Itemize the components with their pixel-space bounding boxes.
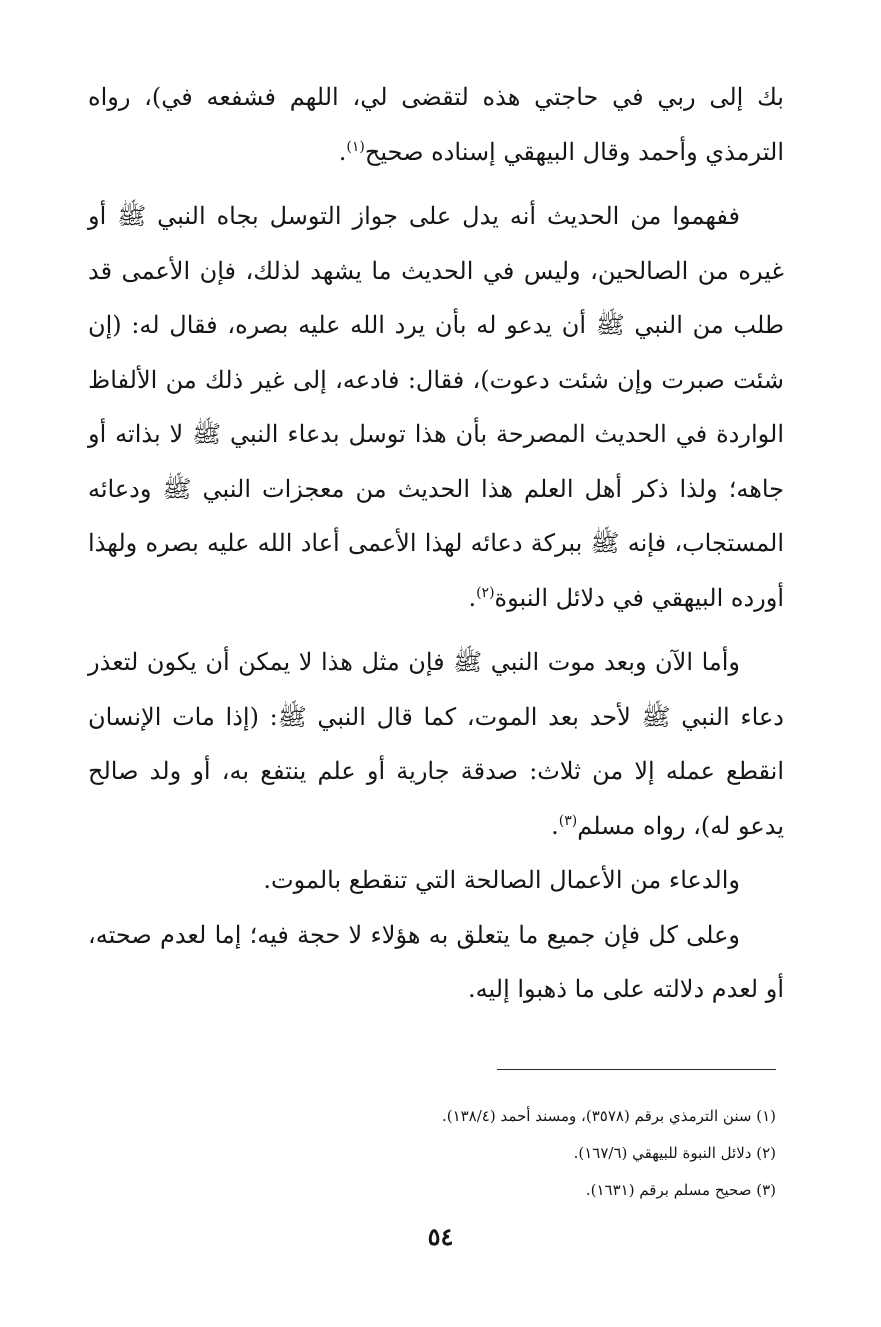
footnote-ref-1: (١) [346,138,365,155]
footnote-1: (١) سنن الترمذي برقم (٣٥٧٨)، ومسند أحمد (١٣٨/٤). [441,1107,776,1125]
paragraph-3: وأما الآن وبعد موت النبي ﷺ فإن مثل هذا لا يمكن أن يكون لتعذر دعاء النبي ﷺ لأحد بعد الموت، كما قال النبي ﷺ: (إذا مات الإنسان انقطع عمله إلا من ثلاث: صدقة جارية أو علم ينتفع به، أو ولد صالح يدعو له)، رواه مسلم$^{(٣)}$. [88,648,784,840]
footnote-ref-2: (٢) [476,584,495,601]
footnote-separator [497,1069,776,1070]
footnotes [380,1098,776,1209]
page-number: ٥٤ [427,1222,454,1251]
paragraph-4: والدعاء من الأعمال الصالحة التي تنقطع بالموت. [263,866,740,894]
paragraph-2: ففهموا من الحديث أنه يدل على جواز التوسل بجاه النبي ﷺ أو غيره من الصالحين، وليس في الحديث ما يشهد لذلك، فإن الأعمى قد طلب من النبي ﷺ أن يدعو له بأن يرد الله عليه بصره، فقال له: (إن شئت صبرت وإن شئت دعوت)، فقال: فادعه، إلى غير ذلك من الألفاظ الواردة في الحديث المصرحة بأن هذا توسل بدعاء النبي ﷺ لا بذاته أو جاهه؛ ولذا ذكر أهل العلم هذا الحديث من معجزات النبي ﷺ ودعائه المستجاب، فإنه ﷺ ببركة دعائه لهذا الأعمى أعاد الله عليه بصره ولهذا أورده البيهقي في دلائل النبوة$^{(٢)}$. [88,202,784,612]
footnote-2: (٢) دلائل النبوة للبيهقي (١٦٧/٦). [573,1144,776,1162]
footnote-ref-3: (٣) [558,812,578,829]
main-text [88,70,784,1017]
footnote-3: (٣) صحيح مسلم برقم (١٦٣١). [585,1181,776,1199]
paragraph-5: وعلى كل فإن جميع ما يتعلق به هؤلاء لا حجة فيه؛ إما لعدم صحته، أو لعدم دلالته على ما ذهبوا إليه. [88,920,784,1003]
paragraph-1: بك إلى ربي في حاجتي هذه لتقضى لي، اللهم فشفعه في)، رواه الترمذي وأحمد وقال البيهقي إسناده صحيح$^{(١)}$. [88,83,784,166]
